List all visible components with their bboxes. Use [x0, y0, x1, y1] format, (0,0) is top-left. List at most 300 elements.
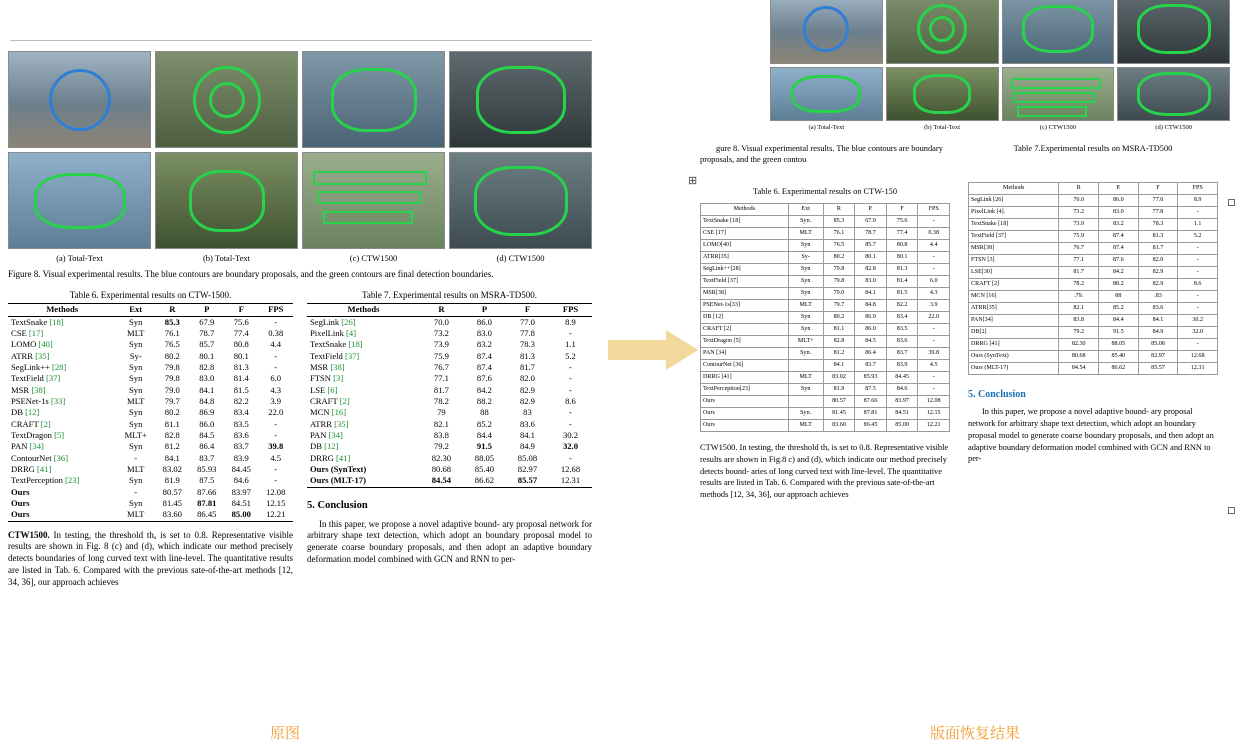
cell-p: 83.2 [476, 339, 492, 350]
cell-p: 88 [480, 407, 489, 418]
figure-image-a2 [8, 152, 151, 249]
restored-table6-cell: Syn [788, 384, 823, 396]
cell-f: 83.9 [233, 452, 249, 463]
cell-f: 82.2 [233, 396, 249, 406]
cell-p: 83.0 [476, 327, 492, 338]
cell-method: TextSnake [18] [310, 339, 363, 350]
restored-table6-cell: Ours [701, 420, 789, 432]
restored-table6-cell: 84.45 [886, 372, 918, 384]
cell-p: 85.93 [197, 464, 217, 475]
restored-table7-header-cell: Methods [969, 183, 1059, 195]
restored-table7-cell: MCN [16] [969, 291, 1059, 303]
restored-table6-cell: LOMO[40] [701, 240, 789, 252]
cell-ext: Syn [129, 384, 143, 395]
restored-table7-cell: DRRG [41] [969, 339, 1059, 351]
table-row [701, 324, 950, 336]
cell-fps: - [274, 475, 278, 486]
restored-table6-cell: CRAFT [2] [701, 324, 789, 336]
cell-fps: 3.9 [270, 396, 282, 406]
restored-table7-cell: 82.0 [1138, 255, 1178, 267]
original-page [8, 40, 600, 730]
restored-table6-cell: 81.45 [823, 408, 855, 420]
cell-p: 82.8 [199, 361, 215, 372]
restored-figure-image-a1 [770, 0, 883, 64]
restored-table7-cell: 82.1 [1059, 303, 1099, 315]
cell-p: 88.2 [476, 396, 492, 406]
table-row [969, 219, 1218, 231]
cell-r: 79.7 [164, 396, 180, 406]
restored-table6-header-cell: Methods [701, 204, 789, 216]
cell-method: MSR [38] [310, 361, 345, 372]
restored-table6-cell: Syn [788, 324, 823, 336]
restored-table6-cell: 3.9 [918, 300, 950, 312]
cell-fps: 12.68 [560, 464, 581, 475]
cell-r: 83.60 [155, 509, 189, 521]
restored-table7-cell: 73.2 [1059, 207, 1099, 219]
restored-subcaption-b: (b) Total-Text [924, 124, 961, 131]
figure-image-b2 [155, 152, 298, 249]
restored-table7-header-cell: F [1138, 183, 1178, 195]
figure-subcaption-d: (d) CTW1500 [496, 253, 545, 263]
selection-handle-bottom-right[interactable] [1228, 507, 1235, 514]
restored-table6-cell: 81.5 [886, 288, 918, 300]
cell-fps: 4.4 [270, 339, 282, 350]
restored-table6-cell: 83.60 [823, 420, 855, 432]
table-row [307, 441, 592, 452]
table-row [701, 348, 950, 360]
figure-caption: Figure 8. Visual experimental results. The blue contours are boundary proposals, and the green contours are final detection boundaries. [8, 269, 494, 279]
restored-table7-cell: 79.2 [1059, 327, 1099, 339]
restored-table6-header-row [701, 204, 950, 216]
cell-ext: Syn [129, 361, 143, 372]
restored-table6-cell: 81.9 [823, 384, 855, 396]
restored-table6-cell: MLT [788, 300, 823, 312]
restored-table7-cell: 78.3 [1138, 219, 1178, 231]
restored-figure-image-b2 [886, 67, 999, 121]
restored-figure-image-c1 [1002, 0, 1115, 64]
table-row [8, 475, 293, 486]
restored-table6-cell: 83.02 [823, 372, 855, 384]
cell-p: 87.81 [197, 498, 217, 509]
cell-method: TextPerception [23] [11, 475, 80, 486]
cell-f: 85.08 [517, 452, 538, 463]
restored-figure-image-b1 [886, 0, 999, 64]
restored-table7-cell: 77.8 [1138, 207, 1178, 219]
table-row [701, 228, 950, 240]
table-row [969, 195, 1218, 207]
table-row [8, 362, 293, 373]
table-row [307, 396, 592, 407]
table6 [8, 303, 293, 522]
cell-p: 83.0 [199, 373, 215, 384]
restored-table7-cell: DB[2] [969, 327, 1059, 339]
restored-table6-cell: 86.45 [855, 420, 887, 432]
restored-table6-cell: MLT [788, 420, 823, 432]
restored-table6-header-cell: FPS [918, 204, 950, 216]
table-row [8, 498, 293, 509]
restored-table7-cell: 85.08 [1138, 339, 1178, 351]
cell-ext: MLT [127, 327, 145, 338]
table-row [307, 373, 592, 384]
restored-table6-cell: Syn [788, 240, 823, 252]
table-row [307, 351, 592, 362]
restored-table7-cell: 12.31 [1178, 363, 1218, 375]
cell-fps: - [569, 384, 572, 395]
restored-table6-caption: Table 6. Experimental results on CTW-150 [752, 186, 898, 196]
table6-col-ext: Ext [116, 304, 155, 316]
restored-table6-cell: 84.51 [886, 408, 918, 420]
cell-p: 83.7 [199, 452, 215, 463]
cell-f: 82.9 [519, 384, 535, 395]
restored-table7-cell: TextSnake [18] [969, 219, 1059, 231]
cell-f: 84.6 [233, 475, 249, 486]
cell-fps: 32.0 [562, 441, 578, 452]
cell-p: 87.4 [476, 361, 492, 372]
restored-table7-header-cell: P. [1099, 183, 1139, 195]
restored-table6-cell: Ours [701, 408, 789, 420]
cell-fps: - [569, 327, 572, 338]
ctw-paragraph [8, 530, 293, 588]
table-row [969, 279, 1218, 291]
cell-fps: 4.5 [270, 452, 282, 463]
cell-fps: 30.2 [562, 430, 578, 441]
restored-table7-cell: 73.9 [1059, 219, 1099, 231]
cell-p: 86.45 [190, 509, 224, 521]
table-row [8, 407, 293, 418]
cell-method: LSE [6] [310, 384, 338, 395]
cell-p: 88.05 [474, 452, 495, 463]
restored-table7-cell: 83.6 [1138, 303, 1178, 315]
table-row [701, 420, 950, 432]
cell-f: 80.8 [233, 339, 249, 350]
cell-fps: 6.0 [270, 373, 282, 384]
page-rule [10, 40, 592, 41]
restored-table7-cell: 87.4 [1099, 231, 1139, 243]
restored-table6-cell: 83.7 [886, 348, 918, 360]
expand-handle-icon[interactable]: ⊞ [688, 174, 698, 187]
cell-fps: 12.08 [266, 486, 286, 497]
cell-p: 84.5 [199, 430, 215, 441]
restored-table7-cell: LSE[30] [969, 267, 1059, 279]
conclusion-text: In this paper, we propose a novel adaptive bound- ary proposal network for arbitrary shape text detection, which adopt an boundary proposal model to generate coarse boundary proposals, and then adopt an adaptive boundary deformation model combined with GCN and RNN to per- [307, 518, 592, 564]
restored-table6-cell: 86.9 [855, 312, 887, 324]
cell-f: 83.6 [519, 418, 535, 429]
table-row [969, 351, 1218, 363]
restored-table7-cell: 82.30 [1059, 339, 1099, 351]
cell-fps: 8.9 [565, 316, 576, 327]
table-row [8, 316, 293, 328]
restored-table6-cell: MLT [788, 372, 823, 384]
cell-fps: - [569, 373, 572, 384]
restored-table7-cell: 86.0 [1099, 195, 1139, 207]
table-row [969, 315, 1218, 327]
restored-table7-cell: ATRR[35] [969, 303, 1059, 315]
cell-r: 81.45 [162, 498, 182, 509]
restored-table6-cell: 84.1 [823, 360, 855, 372]
restored-table6-cell: 86.0 [855, 324, 887, 336]
label-restored: 版面恢复结果 [930, 724, 1021, 742]
selection-handle-right[interactable] [1228, 199, 1235, 206]
restored-table6-cell: 84.5 [855, 336, 887, 348]
table-row [307, 362, 592, 373]
cell-r: 79.8 [164, 361, 180, 372]
cell-fps: - [569, 452, 572, 463]
cell-fps: - [274, 350, 278, 361]
cell-r: 75.9 [433, 350, 449, 361]
cell-r: 79 [437, 407, 446, 418]
restored-table6-cell: Syn [788, 264, 823, 276]
table-row [8, 396, 293, 407]
table-row [8, 509, 293, 521]
restored-table6-cell: 84.1 [855, 288, 887, 300]
cell-ext: - [134, 486, 138, 497]
process-arrow [608, 330, 698, 370]
figure-image-d2 [449, 152, 592, 249]
restored-table7-cell: SegLink [26] [969, 195, 1059, 207]
restored-right-column [968, 143, 1218, 501]
restored-conclusion-text: In this paper, we propose a novel adaptive bound- ary proposal network for arbitrary shape text detection, which adopt an boundary proposal model to generate coarse boundary proposals, and then adopt an adaptive boundary deformation model combined with GCN and RNN to per- [968, 407, 1214, 464]
table7-col-fps: FPS [549, 304, 592, 316]
cell-method: DB [12] [310, 441, 339, 452]
cell-fps: - [274, 464, 278, 475]
restored-table6-cell: 81.1 [823, 324, 855, 336]
restored-table7-cell: .83 [1138, 291, 1178, 303]
restored-table7-cell: 78.2 [1059, 279, 1099, 291]
restored-table6-cell: TextPerception[23] [701, 384, 789, 396]
restored-table6-cell: 85.3 [823, 216, 855, 228]
cell-p: 67.9 [199, 316, 215, 327]
table-row [701, 408, 950, 420]
restored-table7-cell: 86.62 [1099, 363, 1139, 375]
restored-table6-cell: CSE [17] [701, 228, 789, 240]
cell-ext: Syn [129, 441, 143, 452]
table-row [969, 267, 1218, 279]
restored-table7-header-cell: FPS [1178, 183, 1218, 195]
table-row [8, 453, 293, 464]
restored-table6-cell: 87.66 [855, 396, 887, 408]
cell-r: 82.1 [433, 418, 449, 429]
cell-fps: - [569, 407, 572, 418]
cell-r: 79.2 [433, 441, 449, 452]
restored-table6-cell: 87.81 [855, 408, 887, 420]
cell-r: 79.0 [164, 384, 180, 395]
restored-table6-cell: Syn. [788, 216, 823, 228]
cell-method: CRAFT [2] [310, 396, 350, 406]
cell-fps: 12.21 [258, 509, 293, 521]
restored-table7-cell: - [1178, 303, 1218, 315]
cell-method: PAN [34] [11, 441, 44, 452]
restored-table7-cell: 30.2 [1178, 315, 1218, 327]
restored-table7-cell: PAN[34] [969, 315, 1059, 327]
restored-table7-cell: 82.97 [1138, 351, 1178, 363]
cell-r: 82.30 [431, 452, 452, 463]
cell-fps: 5.2 [565, 350, 576, 361]
restored-table7-caption: Table 7.Experimental results on MSRA-TD500 [1013, 144, 1173, 153]
cell-fps: 0.38 [268, 327, 284, 338]
restored-table7-cell: 84.9 [1138, 327, 1178, 339]
restored-table6-cell: 79.0 [823, 288, 855, 300]
restored-table6-cell: TextField [37] [701, 276, 789, 288]
cell-fps: - [569, 361, 572, 372]
table-row [701, 264, 950, 276]
table7 [307, 303, 592, 488]
cell-r: 70.0 [433, 316, 449, 327]
cell-f: 82.97 [517, 464, 538, 475]
restored-table7-cell: 82.9 [1138, 267, 1178, 279]
cell-method: Ours [11, 498, 30, 509]
restored-table6-cell: 76.5 [823, 240, 855, 252]
restored-figure-image-d1 [1117, 0, 1230, 64]
restored-table7 [968, 182, 1218, 375]
restored-table7-cell: 88 [1099, 291, 1139, 303]
restored-table7-cell: - [1178, 243, 1218, 255]
cell-f: 84.9 [519, 441, 535, 452]
cell-f: 78.3 [519, 339, 535, 350]
table-row [307, 407, 592, 418]
table7-col-p: P [463, 304, 506, 316]
restored-table6-cell: - [918, 264, 950, 276]
cell-p: 86.0 [199, 418, 215, 429]
cell-method: TextDragon [5] [11, 430, 65, 441]
cell-r: 81.2 [164, 441, 180, 452]
table6-col-methods: Methods [8, 304, 116, 316]
cell-r: 76.1 [164, 327, 180, 338]
cell-r: 76.5 [164, 339, 180, 350]
restored-table6-cell: 80.2 [823, 252, 855, 264]
restored-table6-cell: MLT [788, 228, 823, 240]
cell-fps: 4.3 [270, 384, 282, 395]
restored-table7-cell: 81.7 [1059, 267, 1099, 279]
table6-col-p: P [190, 304, 224, 316]
cell-method: SegLink++ [28] [11, 361, 67, 372]
cell-method: TextSnake [18] [11, 316, 64, 327]
restored-table6-cell: PAN [34] [701, 348, 789, 360]
cell-p: 87.66 [197, 486, 217, 497]
restored-table6-cell: 4.4 [918, 240, 950, 252]
cell-p: 84.1 [199, 384, 215, 395]
cell-p: 86.9 [199, 407, 215, 418]
restored-table6-cell: 86.4 [855, 348, 887, 360]
table-row [701, 288, 950, 300]
restored-table6-cell: TextSnake [18] [701, 216, 789, 228]
cell-r: 80.57 [162, 486, 182, 497]
figure-grid [8, 51, 592, 249]
cell-fps: - [569, 418, 572, 429]
restored-table7-cell: 84.4 [1099, 315, 1139, 327]
table-row [8, 441, 293, 452]
restored-table7-cell: 88.2 [1099, 279, 1139, 291]
restored-subcaption-d: (d) CTW1500 [1155, 124, 1192, 131]
cell-method: DB [12] [11, 407, 40, 418]
restored-table7-header-cell: R [1059, 183, 1099, 195]
restored-table6-cell: PSENet-1s[33] [701, 300, 789, 312]
restored-table6-cell: - [918, 216, 950, 228]
restored-table6-cell: DRRG [41] [701, 372, 789, 384]
figure-image-c2 [302, 152, 445, 249]
restored-table6-cell: MSR[38] [701, 288, 789, 300]
restored-subcaption-a: (a) Total-Text [808, 124, 845, 131]
table-row [8, 373, 293, 384]
cell-p: 85.7 [199, 339, 215, 350]
cell-r: 84.1 [164, 452, 180, 463]
table-row [969, 231, 1218, 243]
cell-f: 84.1 [519, 430, 535, 441]
cell-f: 83 [523, 407, 532, 418]
restored-table6-cell: 83.5 [886, 324, 918, 336]
table7-col-r: R [420, 304, 463, 316]
ctw-text: In testing, the threshold thₐ is set to 0.8. Representative visible results are shown in Fig. 8 (c) and (d), which indicate our method precisely detects boundaries of long curved text with line-level. The quantitative results are listed in Tab. 6. Compared with the previous sate-of-the-art methods [12, 34, 36], our approach achieves [8, 529, 293, 587]
figure-subcaption-b: (b) Total-Text [202, 253, 251, 263]
restored-table7-cell: 1.1 [1178, 219, 1218, 231]
figure-image-c1 [302, 51, 445, 148]
cell-f: 77.8 [519, 327, 535, 338]
cell-ext: Sy- [129, 350, 142, 361]
cell-method: CRAFT [2] [11, 418, 51, 429]
restored-table6-cell: 85.93 [855, 372, 887, 384]
restored-table7-cell: 87.6 [1099, 255, 1139, 267]
cell-f: 83.97 [231, 486, 251, 497]
restored-conclusion-heading: 5. Conclusion [968, 389, 1026, 401]
restored-table6-cell: 22.0 [918, 312, 950, 324]
cell-f: 77.0 [519, 316, 535, 327]
restored-table6-cell: DB [12] [701, 312, 789, 324]
cell-r: 73.9 [433, 339, 449, 350]
restored-table6-cell: TextDragon [5] [701, 336, 789, 348]
restored-table6-cell: 67.9 [855, 216, 887, 228]
conclusion-heading: 5. Conclusion [307, 499, 368, 511]
table-row [307, 475, 592, 487]
table-row [701, 336, 950, 348]
restored-table7-cell: - [1178, 207, 1218, 219]
table-row [701, 372, 950, 384]
cell-f: 83.6 [233, 430, 249, 441]
restored-table6 [700, 203, 950, 432]
ctw-runhead: CTW1500. [8, 529, 50, 540]
table-row [8, 464, 293, 475]
cell-ext: Syn [129, 407, 143, 418]
cell-method: CSE [17] [11, 327, 44, 338]
cell-method: Ours [8, 509, 116, 521]
restored-table7-cell: 32.0 [1178, 327, 1218, 339]
restored-table6-cell: Syn. [788, 408, 823, 420]
cell-method: ATRR [35] [310, 418, 349, 429]
cell-method: MSR [38] [11, 384, 46, 395]
restored-table6-header-cell: P. [855, 204, 887, 216]
restored-table7-cell: 91.5 [1099, 327, 1139, 339]
figure-subcaption-c: (c) CTW1500 [349, 253, 398, 263]
cell-f: 81.4 [233, 373, 249, 384]
table-row [701, 396, 950, 408]
restored-table6-cell: 4.3 [918, 288, 950, 300]
cell-p: 87.5 [199, 475, 215, 486]
cell-f: 81.3 [233, 361, 249, 372]
cell-method: Ours (MLT-17) [307, 475, 420, 487]
restored-table6-cell [788, 396, 823, 408]
restored-table7-cell: 77.0 [1138, 195, 1178, 207]
restored-table7-cell: 84.2 [1099, 267, 1139, 279]
restored-table6-header-cell: Ext [788, 204, 823, 216]
cell-method: SegLink [26] [310, 316, 356, 327]
figure-image-a1 [8, 51, 151, 148]
cell-f: 85.00 [224, 509, 258, 521]
cell-ext: Syn [129, 418, 143, 429]
restored-table7-cell: - [1178, 267, 1218, 279]
restored-table6-cell: Syn [788, 288, 823, 300]
table6-caption: Table 6. Experimental results on CTW-1500. [69, 290, 232, 301]
table-row [8, 351, 293, 362]
restored-figure-caption: gure 8. Visual experimental results. The blue contours are boundary proposals, and the green contou [700, 144, 943, 165]
cell-ext: Syn [129, 498, 143, 509]
